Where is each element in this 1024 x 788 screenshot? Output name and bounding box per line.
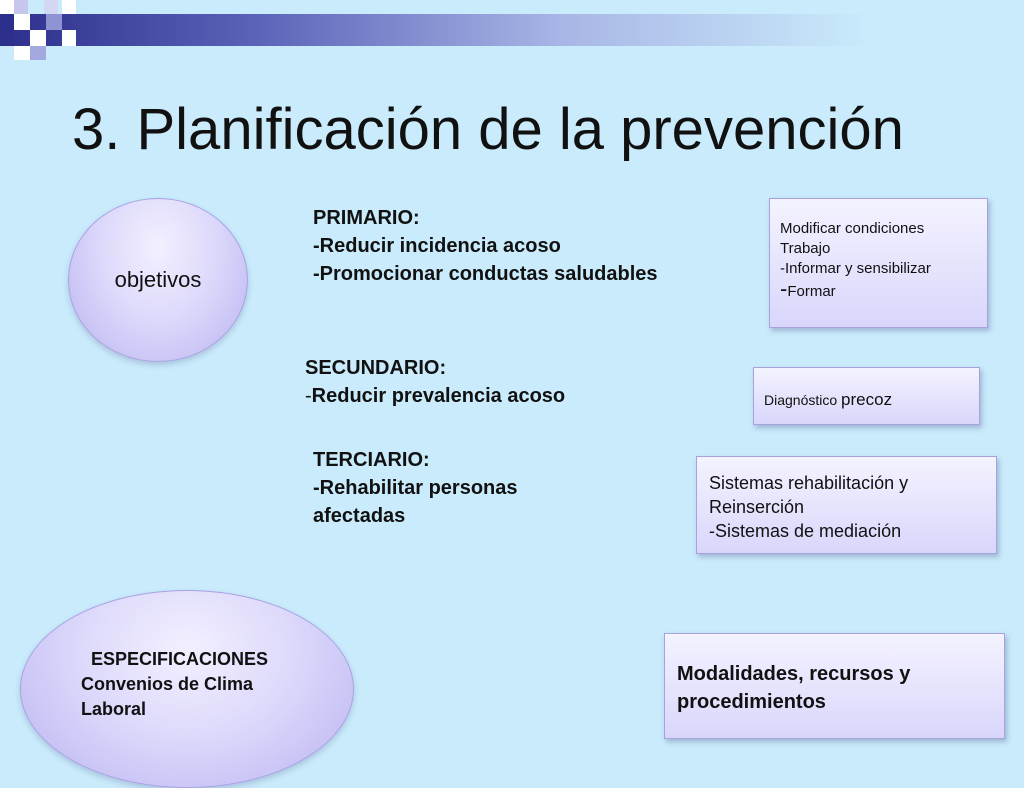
secundario-heading: SECUNDARIO: <box>305 357 447 379</box>
primario-heading: PRIMARIO: <box>313 207 420 229</box>
terciario-box-line-2: Reinserción <box>709 497 805 517</box>
terciario-line-2: afectadas <box>313 505 406 527</box>
modalidades-line-1: Modalidades, recursos y <box>677 663 911 685</box>
header-decoration-bar <box>0 14 1024 46</box>
terciario-box-line-1: Sistemas rehabilitación y <box>709 473 909 493</box>
especificaciones-heading: ESPECIFICACIONES <box>91 649 269 669</box>
especificaciones-line-3: Laboral <box>81 699 147 719</box>
secundario-dash: - <box>305 385 312 407</box>
primario-box-line-3: -Informar y sensibilizar <box>780 260 931 277</box>
secundario-actions-box <box>753 367 980 425</box>
primario-box-formar: Formar <box>787 283 836 300</box>
especificaciones-text <box>81 647 268 722</box>
terciario-block <box>313 446 518 530</box>
primario-box-dash: - <box>780 276 788 301</box>
modalidades-box <box>664 633 1005 739</box>
terciario-line-1: -Rehabilitar personas <box>313 477 518 499</box>
primario-actions-box <box>769 198 988 328</box>
especificaciones-line-2: Convenios de Clima <box>81 674 254 694</box>
secundario-box-text-small: Diagnóstico <box>764 392 838 408</box>
terciario-actions-box <box>696 456 997 554</box>
primario-line-2: -Promocionar conductas saludables <box>313 263 658 285</box>
primario-box-line-2: Trabajo <box>780 240 831 257</box>
modalidades-line-2: procedimientos <box>677 691 826 713</box>
primario-box-line-4 <box>780 276 977 302</box>
terciario-box-line-3: -Sistemas de mediación <box>709 521 902 541</box>
especificaciones-ellipse <box>20 590 354 788</box>
secundario-box-text-big: precoz <box>841 390 893 409</box>
secundario-line <box>305 382 565 410</box>
terciario-heading: TERCIARIO: <box>313 449 430 471</box>
secundario-block <box>305 354 565 410</box>
slide-title: 3. Planificación de la prevención <box>72 97 904 162</box>
primario-line-1: -Reducir incidencia acoso <box>313 235 561 257</box>
secundario-line-1: Reducir prevalencia acoso <box>311 385 566 407</box>
objetivos-label: objetivos <box>114 267 202 292</box>
primario-box-line-1: Modificar condiciones <box>780 220 925 237</box>
primario-block <box>313 204 658 288</box>
objetivos-ellipse <box>68 198 248 362</box>
